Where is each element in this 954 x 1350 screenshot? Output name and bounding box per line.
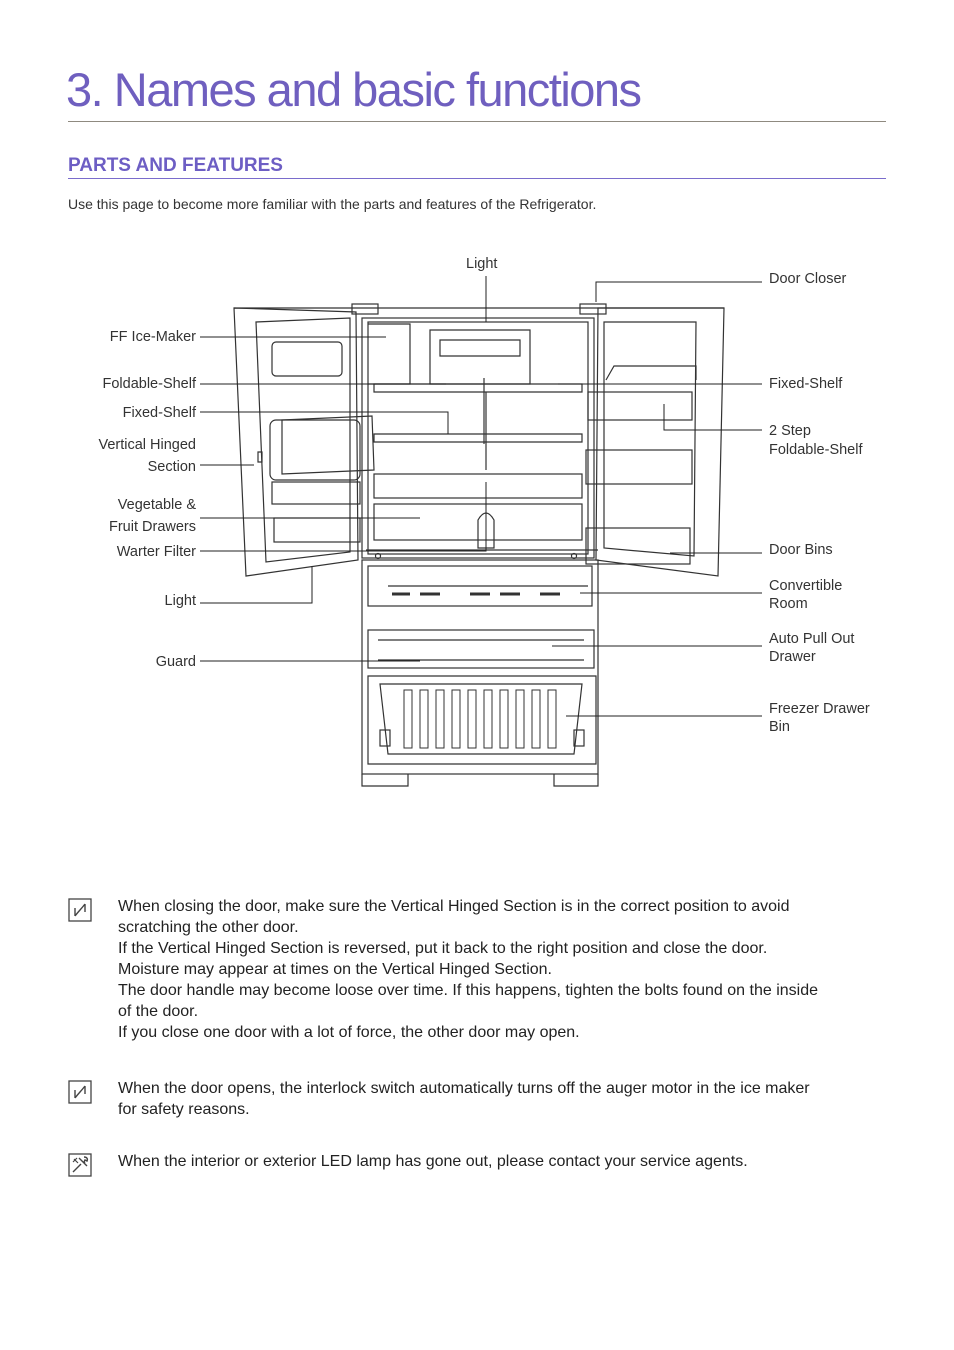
- title-divider: [68, 121, 886, 122]
- note-text: [118, 896, 878, 1043]
- label-guard: Guard: [155, 654, 196, 670]
- label-door-closer: Door Closer: [769, 271, 847, 287]
- note-pen-icon: [68, 1080, 92, 1104]
- label-convertible-line1: Convertible: [769, 578, 843, 594]
- label-fixed-shelf-right: Fixed-Shelf: [769, 376, 843, 392]
- label-vegetable-line1: Vegetable &: [117, 497, 196, 513]
- label-light-left: Light: [164, 593, 196, 609]
- label-two-step-line2: Foldable-Shelf: [769, 442, 863, 458]
- label-freezer-bin-line2: Bin: [769, 719, 790, 735]
- label-two-step-line1: 2 Step: [769, 423, 811, 439]
- refrigerator-diagram: [0, 240, 954, 800]
- note-line: If you close one door with a lot of force, the other door may open.: [118, 1024, 580, 1041]
- label-door-bins: Door Bins: [769, 542, 833, 558]
- section-title: PARTS AND FEATURES: [68, 155, 283, 176]
- label-water-filter: Warter Filter: [116, 544, 196, 560]
- note-text: [118, 1151, 878, 1172]
- note-line: When the interior or exterior LED lamp has gone out, please contact your service agents.: [118, 1153, 748, 1170]
- label-fixed-shelf-left: Fixed-Shelf: [122, 405, 196, 421]
- label-vegetable-line2: Fruit Drawers: [108, 519, 196, 535]
- note-line: for safety reasons.: [118, 1101, 250, 1118]
- label-light-top: Light: [466, 256, 498, 272]
- note-line: When closing the door, make sure the Vertical Hinged Section is in the correct position to avoid: [118, 898, 790, 915]
- note-text: [118, 1078, 878, 1120]
- label-vertical-hinged-line2: Section: [147, 459, 196, 475]
- tools-icon: [68, 1153, 92, 1177]
- section-divider: [68, 178, 886, 179]
- label-auto-pull-line1: Auto Pull Out: [769, 631, 855, 647]
- note-line: The door handle may become loose over time. If this happens, tighten the bolts found on the inside: [118, 982, 818, 999]
- label-ff-ice-maker: FF Ice-Maker: [109, 329, 196, 345]
- note-line: of the door.: [118, 1003, 199, 1020]
- note-pen-icon: [68, 898, 92, 922]
- label-auto-pull-line2: Drawer: [769, 649, 816, 665]
- label-convertible-line2: Room: [769, 596, 808, 612]
- page-title: 3. Names and basic functions: [66, 63, 641, 116]
- intro-text: Use this page to become more familiar with the parts and features of the Refrigerator.: [68, 196, 597, 212]
- note-line: If the Vertical Hinged Section is reversed, put it back to the right position and close the door.: [118, 940, 768, 957]
- label-vertical-hinged-line1: Vertical Hinged: [98, 437, 196, 453]
- label-freezer-bin-line1: Freezer Drawer: [769, 701, 870, 717]
- note-line: When the door opens, the interlock switch automatically turns off the auger motor in the ice maker: [118, 1080, 810, 1097]
- note-line: Moisture may appear at times on the Vertical Hinged Section.: [118, 961, 552, 978]
- note-line: scratching the other door.: [118, 919, 299, 936]
- label-foldable-shelf: Foldable-Shelf: [102, 376, 196, 392]
